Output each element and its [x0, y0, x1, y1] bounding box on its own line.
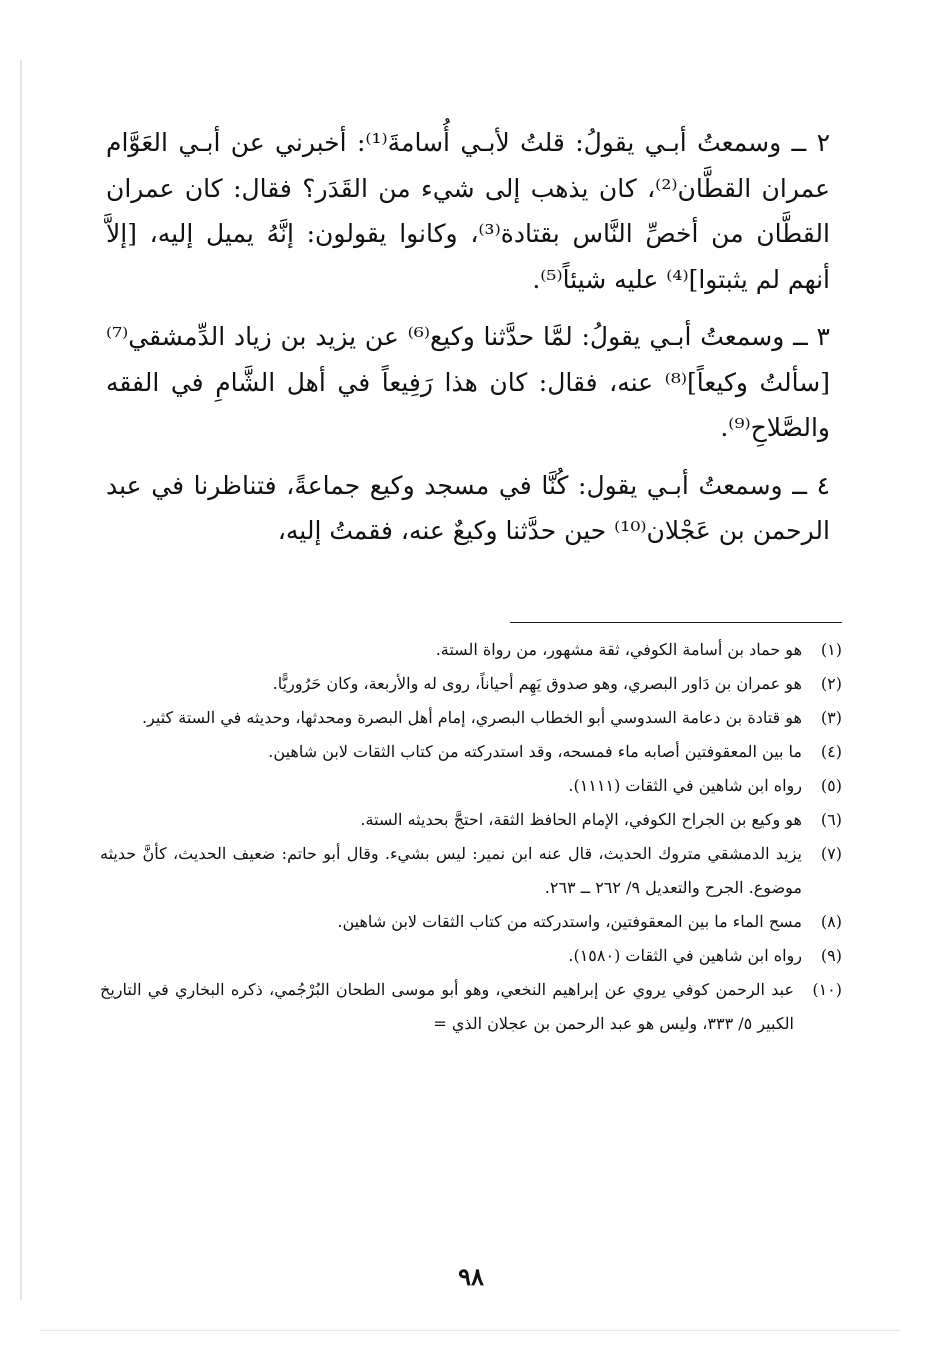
- footnote-4: [100, 735, 842, 769]
- footnote-2: [100, 667, 842, 701]
- footnote-separator: [510, 622, 842, 623]
- scan-edge-mark: [40, 1330, 900, 1331]
- footnote-number: (٢): [820, 674, 842, 693]
- footnote-9: [100, 939, 842, 973]
- footnote-text: هو عمران بن دَاور البصري، وهو صدوق يَهِم أحياناً، روى له والأربعة، وكان حَرُوريًّا.: [272, 674, 802, 693]
- footnote-text: مسح الماء ما بين المعقوفتين، واستدركته من كتاب الثقات لابن شاهين.: [337, 912, 802, 931]
- footnote-number: (٨): [820, 912, 842, 931]
- footnote-text: هو وكيع بن الجراح الكوفي، الإمام الحافظ الثقة، احتجَّ بحديثه الستة.: [360, 810, 802, 829]
- footnote-number: (١٠): [812, 980, 842, 999]
- footnote-text: عبد الرحمن كوفي يروي عن إبراهيم النخعي، وهو أبو موسى الطحان البُرْجُمي، ذكره البخاري في التاريخ الكبير ٥/ ٣٣٣، وليس هو عبد الرحمن بن عجلان الذي =: [100, 980, 794, 1033]
- page-number: ٩٨: [458, 1262, 484, 1291]
- footnote-number: (٣): [820, 708, 842, 727]
- footnote-number: (٥): [820, 776, 842, 795]
- footnote-text: رواه ابن شاهين في الثقات (١٥٨٠).: [568, 946, 802, 965]
- main-text: [106, 120, 830, 566]
- paragraph-4: ٤ ــ وسمعتُ أبـي يقول: كُنَّا في مسجد وكيع جماعةً، فتناظرنا في عبد الرحمن بن عَجْلان⁽¹⁰⁾ حين حدَّثنا وكيعٌ عنه، فقمتُ إليه،: [106, 470, 830, 545]
- footnote-number: (٤): [820, 742, 842, 761]
- footnote-number: (٩): [820, 946, 842, 965]
- footnote-number: (٧): [820, 844, 842, 863]
- scan-edge-mark: [20, 60, 22, 1300]
- footnote-text: ما بين المعقوفتين أصابه ماء فمسحه، وقد استدركته من كتاب الثقات لابن شاهين.: [268, 742, 802, 761]
- footnote-text: يزيد الدمشقي متروك الحديث، قال عنه ابن نمير: ليس بشيء. وقال أبو حاتم: ضعيف الحديث، كأنَّ حديثه موضوع. الجرح والتعديل ٩/ ٢٦٢ ــ ٢٦٣.: [100, 844, 802, 897]
- footnote-6: [100, 803, 842, 837]
- footnote-8: [100, 905, 842, 939]
- footnote-5: [100, 769, 842, 803]
- footnote-number: (٦): [820, 810, 842, 829]
- footnote-text: هو حماد بن أسامة الكوفي، ثقة مشهور، من رواة الستة.: [435, 640, 802, 659]
- footnote-1: [100, 633, 842, 667]
- footnote-number: (١): [820, 640, 842, 659]
- footnote-10: [100, 973, 842, 1041]
- footnote-7: [100, 837, 842, 905]
- footnote-3: [100, 701, 842, 735]
- footnote-text: هو قتادة بن دعامة السدوسي أبو الخطاب البصري، إمام أهل البصرة ومحدثها، وحديثه في الستة كثير.: [141, 708, 802, 727]
- paragraph-3: ٣ ــ وسمعتُ أبـي يقولُ: لمَّا حدَّثنا وكيع⁽⁶⁾ عن يزيد بن زياد الدِّمشقي⁽⁷⁾ [سألتُ وكيعاً]⁽⁸⁾ عنه، فقال: كان هذا رَفِيعاً في أهل الشَّامِ في الفقه والصَّلاحِ⁽⁹⁾.: [106, 322, 830, 442]
- paragraph-2: ٢ ــ وسمعتُ أبـي يقولُ: قلتُ لأبـي أُسامةَ⁽¹⁾: أخبرني عن أبـي العَوَّام عمران القطَّان⁽²⁾، كان يذهب إلى شيء من القَدَر؟ فقال: كان عمران القطَّان من أخصِّ النَّاس بقتادة⁽³⁾، وكانوا يقولون: إنَّهُ يميل إليه، [إلاَّ أنهم لم يثبتوا]⁽⁴⁾ عليه شيئاً⁽⁵⁾.: [106, 128, 831, 294]
- footnotes: [100, 633, 842, 1041]
- footnote-text: رواه ابن شاهين في الثقات (١١١١).: [568, 776, 802, 795]
